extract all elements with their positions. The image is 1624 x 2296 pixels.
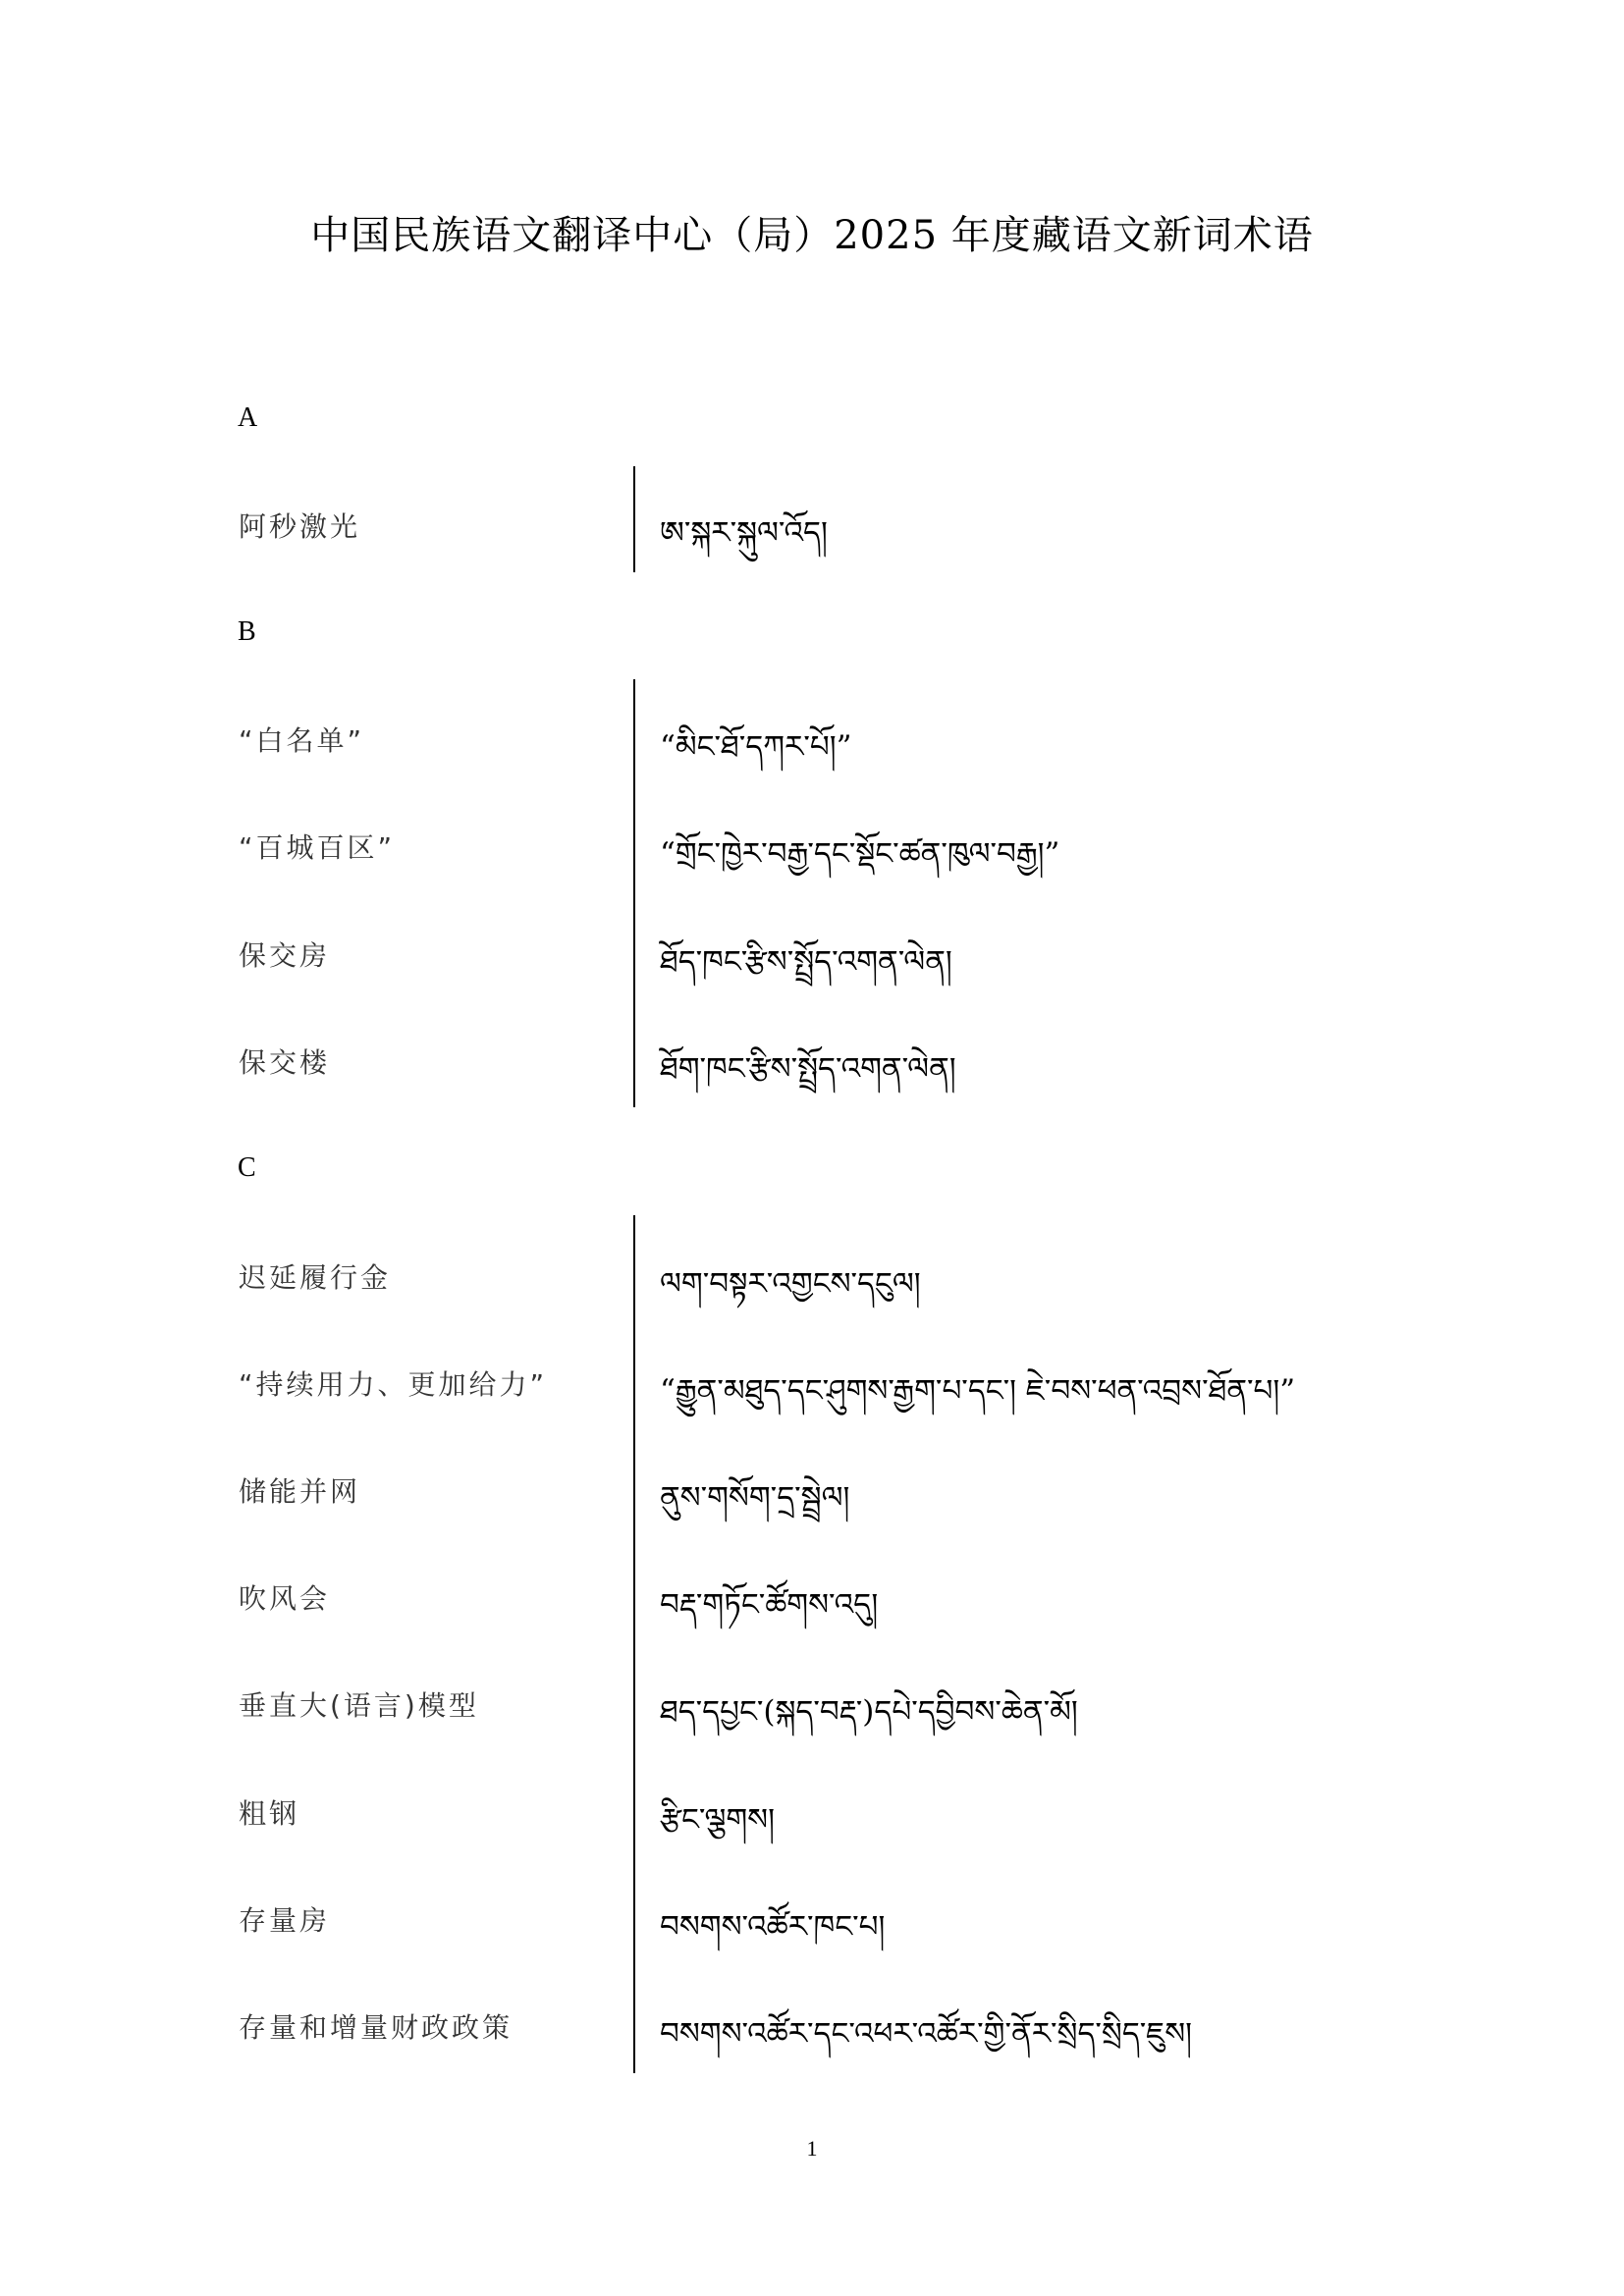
term-chinese: 存量和增量财政政策 [239, 2011, 514, 2044]
term-chinese: 阿秒激光 [239, 510, 361, 543]
term-tibetan: བསགས་འཚོར་ཁང་པ། [660, 1909, 886, 1945]
term-tibetan: བརྡ་གཏོང་ཚོགས་འདུ། [660, 1587, 879, 1623]
section-letter-c: C [238, 1152, 256, 1183]
term-chinese: 吹风会 [239, 1582, 331, 1615]
term-chinese: 迟延履行金 [239, 1261, 392, 1294]
term-chinese: “白名单” [239, 724, 365, 757]
term-chinese: 垂直大(语言)模型 [239, 1689, 479, 1722]
term-tibetan: ནུས་གསོག་དྲ་སྦྲེལ། [660, 1480, 850, 1516]
term-chinese: “百城百区” [239, 831, 396, 864]
term-tibetan: ཐད་དཔྱང་(སྐད་བརྡ་)དཔེ་དབྱིབས་ཆེན་མོ། [660, 1694, 1078, 1730]
term-tibetan: ལག་བསྟར་འགྱངས་དངུལ། [660, 1266, 921, 1302]
page-number: 1 [806, 2136, 818, 2161]
term-chinese: 粗钢 [239, 1797, 300, 1830]
term-tibetan: རྩིང་ལྕགས། [660, 1802, 775, 1838]
term-tibetan: “མིང་ཐོ་དཀར་པོ།” [660, 729, 852, 765]
term-tibetan: བསགས་འཚོར་དང་འཕར་འཚོར་གྱི་ནོར་སྲིད་སྲིད་ཇུས། [660, 2016, 1193, 2052]
term-tibetan: ཐོག་ཁང་རྩིས་སྤྲོད་འགན་ལེན། [660, 1051, 956, 1087]
column-divider [633, 679, 635, 1107]
term-chinese: 存量房 [239, 1904, 331, 1937]
term-chinese: 储能并网 [239, 1475, 361, 1508]
section-letter-a: A [238, 402, 258, 433]
term-tibetan: ཐོད་ཁང་རྩིས་སྤྲོད་འགན་ལེན། [660, 944, 952, 980]
column-divider [633, 466, 635, 572]
term-chinese: 保交楼 [239, 1046, 331, 1079]
term-tibetan: “རྒྱུན་མཐུད་དང་ཤུགས་རྒྱག་པ་དང་། ཇེ་བས་ཕན་འབྲས་ཐོན་པ།” [660, 1373, 1296, 1409]
section-letter-b: B [238, 616, 256, 647]
term-chinese: 保交房 [239, 939, 331, 972]
column-divider [633, 1215, 635, 2073]
page-title: 中国民族语文翻译中心（局）2025 年度藏语文新词术语 [310, 213, 1314, 258]
term-tibetan: “གྲོང་ཁྱེར་བརྒྱ་དང་སྡོང་ཚན་ཁུལ་བརྒྱ།” [660, 836, 1060, 872]
term-chinese: “持续用力、更加给力” [239, 1368, 548, 1401]
term-tibetan: ཨ་སྐར་སྐུལ་འོད། [660, 515, 828, 551]
